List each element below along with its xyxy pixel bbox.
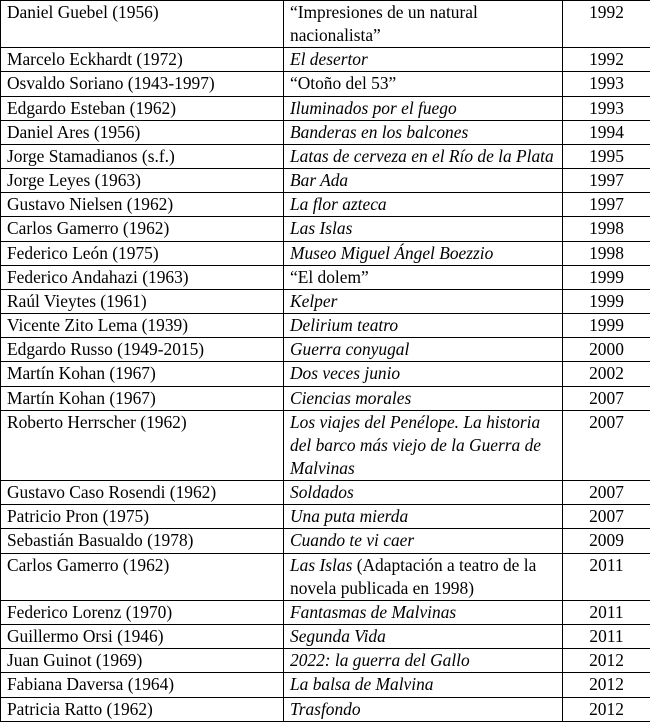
work-title: Una puta mierda xyxy=(290,506,408,526)
work-title: Guerra conyugal xyxy=(290,339,409,359)
table-row xyxy=(1,505,650,529)
year-cell: 1997 xyxy=(563,169,650,193)
work-title: Banderas en los balcones xyxy=(290,122,468,142)
work-cell xyxy=(284,410,563,480)
work-title: “Impresiones de un natural nacionalista” xyxy=(290,2,478,45)
work-cell xyxy=(284,600,563,624)
table-row xyxy=(1,265,650,289)
table-row xyxy=(1,529,650,553)
year-cell: 1999 xyxy=(563,314,650,338)
work-cell xyxy=(284,96,563,120)
table-row xyxy=(1,48,650,72)
author-cell: Federico Andahazi (1963) xyxy=(1,265,284,289)
table-row xyxy=(1,169,650,193)
work-title: La balsa de Malvina xyxy=(290,674,433,694)
work-cell xyxy=(284,529,563,553)
work-cell xyxy=(284,72,563,96)
work-title: Kelper xyxy=(290,291,337,311)
author-cell: Federico León (1975) xyxy=(1,241,284,265)
author-cell: Sebastián Basualdo (1978) xyxy=(1,529,284,553)
year-cell: 1992 xyxy=(563,1,650,48)
work-title: “Otoño del 53” xyxy=(290,73,396,93)
author-cell: Raúl Vieytes (1961) xyxy=(1,289,284,313)
year-cell: 2007 xyxy=(563,410,650,480)
author-cell: Fabiana Daversa (1964) xyxy=(1,673,284,697)
work-title: Las Islas xyxy=(290,218,352,238)
work-title: Soldados xyxy=(290,482,354,502)
year-cell: 2000 xyxy=(563,338,650,362)
author-cell: Jorge Leyes (1963) xyxy=(1,169,284,193)
table-row xyxy=(1,72,650,96)
year-cell: 1999 xyxy=(563,265,650,289)
work-cell xyxy=(284,48,563,72)
work-cell xyxy=(284,649,563,673)
author-cell: Carlos Gamerro (1962) xyxy=(1,553,284,600)
table-row xyxy=(1,314,650,338)
table-row xyxy=(1,241,650,265)
author-cell: Patricio Pron (1975) xyxy=(1,505,284,529)
work-cell xyxy=(284,144,563,168)
work-cell xyxy=(284,362,563,386)
work-cell xyxy=(284,505,563,529)
work-title: Museo Miguel Ángel Boezzio xyxy=(290,243,493,263)
year-cell: 1994 xyxy=(563,120,650,144)
work-cell xyxy=(284,120,563,144)
table-row xyxy=(1,625,650,649)
author-cell: Patricia Ratto (1962) xyxy=(1,697,284,721)
table-row xyxy=(1,120,650,144)
year-cell: 2012 xyxy=(563,697,650,721)
author-cell: Carlos Gamerro (1962) xyxy=(1,217,284,241)
table-row xyxy=(1,1,650,48)
table-row xyxy=(1,697,650,721)
author-cell: Federico Lorenz (1970) xyxy=(1,600,284,624)
work-cell xyxy=(284,241,563,265)
work-cell xyxy=(284,314,563,338)
year-cell: 1999 xyxy=(563,289,650,313)
table-row xyxy=(1,673,650,697)
table-row xyxy=(1,649,650,673)
year-cell: 1993 xyxy=(563,96,650,120)
table-row xyxy=(1,481,650,505)
work-cell xyxy=(284,386,563,410)
year-cell: 2007 xyxy=(563,386,650,410)
year-cell: 2011 xyxy=(563,625,650,649)
work-title: Bar Ada xyxy=(290,170,348,190)
work-title: El desertor xyxy=(290,49,368,69)
table-row xyxy=(1,410,650,480)
work-cell xyxy=(284,289,563,313)
work-cell xyxy=(284,625,563,649)
table-row xyxy=(1,289,650,313)
year-cell: 2011 xyxy=(563,600,650,624)
author-cell: Martín Kohan (1967) xyxy=(1,386,284,410)
year-cell: 1997 xyxy=(563,193,650,217)
table-row xyxy=(1,362,650,386)
author-cell: Roberto Herrscher (1962) xyxy=(1,410,284,480)
year-cell: 2002 xyxy=(563,362,650,386)
table-row xyxy=(1,217,650,241)
author-cell: Guillermo Orsi (1946) xyxy=(1,625,284,649)
year-cell: 1993 xyxy=(563,72,650,96)
work-title: Fantasmas de Malvinas xyxy=(290,602,456,622)
author-cell: Marcelo Eckhardt (1972) xyxy=(1,48,284,72)
year-cell: 2007 xyxy=(563,481,650,505)
author-cell: Vicente Zito Lema (1939) xyxy=(1,314,284,338)
table-row xyxy=(1,553,650,600)
work-cell xyxy=(284,481,563,505)
year-cell: 1992 xyxy=(563,48,650,72)
year-cell: 2009 xyxy=(563,529,650,553)
work-cell xyxy=(284,217,563,241)
table-row xyxy=(1,193,650,217)
work-title: 2022: la guerra del Gallo xyxy=(290,650,470,670)
table-row xyxy=(1,600,650,624)
work-title: Cuando te vi caer xyxy=(290,530,414,550)
work-cell xyxy=(284,338,563,362)
work-note: (Adaptación a teatro de la novela publicada en 1998) xyxy=(290,555,536,598)
work-cell xyxy=(284,265,563,289)
table-body xyxy=(1,1,650,722)
author-cell: Edgardo Russo (1949-2015) xyxy=(1,338,284,362)
author-cell: Edgardo Esteban (1962) xyxy=(1,96,284,120)
table-row xyxy=(1,386,650,410)
year-cell: 2007 xyxy=(563,505,650,529)
author-cell: Gustavo Nielsen (1962) xyxy=(1,193,284,217)
year-cell: 2012 xyxy=(563,673,650,697)
author-cell: Martín Kohan (1967) xyxy=(1,362,284,386)
work-title: Trasfondo xyxy=(290,699,361,719)
author-cell: Daniel Ares (1956) xyxy=(1,120,284,144)
work-title: Las Islas xyxy=(290,555,352,575)
year-cell: 1998 xyxy=(563,217,650,241)
year-cell: 1995 xyxy=(563,144,650,168)
work-cell xyxy=(284,673,563,697)
work-title: Delirium teatro xyxy=(290,315,398,335)
work-cell xyxy=(284,553,563,600)
work-title: Dos veces junio xyxy=(290,363,400,383)
author-cell: Osvaldo Soriano (1943-1997) xyxy=(1,72,284,96)
author-cell: Jorge Stamadianos (s.f.) xyxy=(1,144,284,168)
work-title: Segunda Vida xyxy=(290,626,386,646)
year-cell: 1998 xyxy=(563,241,650,265)
year-cell: 2012 xyxy=(563,649,650,673)
work-title: Ciencias morales xyxy=(290,388,411,408)
table-row xyxy=(1,338,650,362)
work-cell xyxy=(284,1,563,48)
work-title: La flor azteca xyxy=(290,194,387,214)
year-cell: 2011 xyxy=(563,553,650,600)
work-title: “El dolem” xyxy=(290,267,369,287)
work-title: Iluminados por el fuego xyxy=(290,98,457,118)
table-row xyxy=(1,144,650,168)
work-cell xyxy=(284,697,563,721)
author-cell: Daniel Guebel (1956) xyxy=(1,1,284,48)
work-title: Los viajes del Penélope. La historia del barco más viejo de la Guerra de Malvinas xyxy=(290,412,541,478)
work-title: Latas de cerveza en el Río de la Plata xyxy=(290,146,554,166)
author-cell: Juan Guinot (1969) xyxy=(1,649,284,673)
work-cell xyxy=(284,169,563,193)
author-cell: Gustavo Caso Rosendi (1962) xyxy=(1,481,284,505)
work-cell xyxy=(284,193,563,217)
table-row xyxy=(1,96,650,120)
